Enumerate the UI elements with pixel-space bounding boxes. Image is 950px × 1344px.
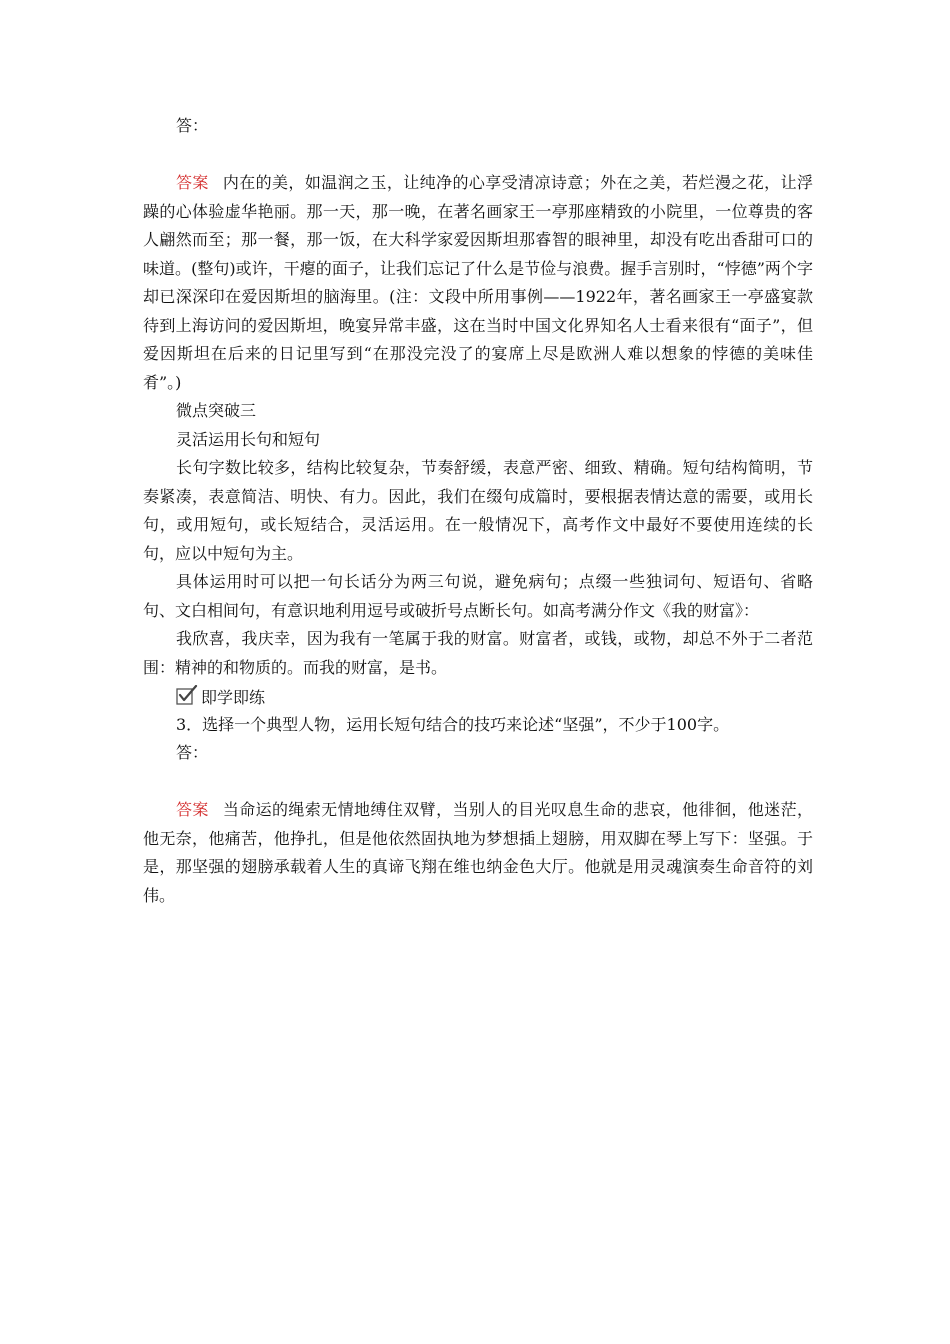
practice-answer-space bbox=[143, 768, 813, 797]
practice-answer-prompt: 答： bbox=[176, 743, 209, 762]
practice-question: 3．选择一个典型人物，运用长短句结合的技巧来论述“坚强”，不少于100字。 bbox=[176, 714, 730, 734]
practice-heading bbox=[143, 682, 813, 711]
body-paragraph-2: 具体运用时可以把一句长话分为两三句说，避免病句；点缀一些独词句、短语句、省略句、文白相间句，有意识地利用逗号或破折号点断长句。如高考满分作文《我的财富》： bbox=[143, 572, 813, 620]
section-heading: 微点突破三 bbox=[176, 401, 257, 420]
section-subheading: 灵活运用长句和短句 bbox=[176, 429, 321, 449]
answer-paragraph bbox=[143, 169, 813, 397]
answer-space bbox=[143, 141, 813, 170]
body-paragraph-1: 长句字数比较多，结构比较复杂，节奏舒缓，表意严密、细致、精确。短句结构简明，节奏紧凑，表意简洁、明快、有力。因此，我们在缀句成篇时，要根据表情达意的需要，或用长句，或用短句，或长短结合，灵活运用。在一般情况下，高考作文中最好不要使用连续的长句，应以中短句为主。 bbox=[143, 458, 813, 563]
answer-prompt: 答： bbox=[176, 116, 209, 135]
document-page bbox=[143, 112, 813, 910]
answer-label: 答案 bbox=[176, 173, 209, 192]
practice-answer-label: 答案 bbox=[176, 800, 209, 819]
checkbox-check-icon bbox=[176, 685, 198, 705]
quote-paragraph: 我欣喜，我庆幸，因为我有一笔属于我的财富。财富者，或钱，或物，却总不外于二者范围：精神的和物质的。而我的财富，是书。 bbox=[143, 629, 813, 677]
practice-answer-paragraph bbox=[143, 796, 813, 910]
practice-label: 即学即练 bbox=[201, 687, 266, 707]
practice-answer-text: 当命运的绳索无情地缚住双臂，当别人的目光叹息生命的悲哀，他徘徊，他迷茫，他无奈，他痛苦，他挣扎，但是他依然固执地为梦想插上翅膀，用双脚在琴上写下：坚强。于是，那坚强的翅膀承载着人生的真谛飞翔在维也纳金色大厅。他就是用灵魂演奏生命音符的刘伟。 bbox=[143, 800, 813, 905]
answer-text: 内在的美，如温润之玉，让纯净的心享受清凉诗意；外在之美，若烂漫之花，让浮躁的心体验虚华艳丽。那一天，那一晚，在著名画家王一亭那座精致的小院里，一位尊贵的客人翩然而至；那一餐，那一饭，在大科学家爱因斯坦那睿智的眼神里，却没有吃出香甜可口的味道。(整句)或许，干瘪的面子，让我们忘记了什么是节俭与浪费。握手言别时，“悖德”两个字却已深深印在爱因斯坦的脑海里。(注：文段中所用事例——1922年，著名画家王一亭盛宴款待到上海访问的爱因斯坦，晚宴异常丰盛，这在当时中国文化界知名人士看来很有“面子”，但爱因斯坦在后来的日记里写到“在那没完没了的宴席上尽是欧洲人难以想象的悖德的美味佳肴”。) bbox=[143, 173, 813, 392]
